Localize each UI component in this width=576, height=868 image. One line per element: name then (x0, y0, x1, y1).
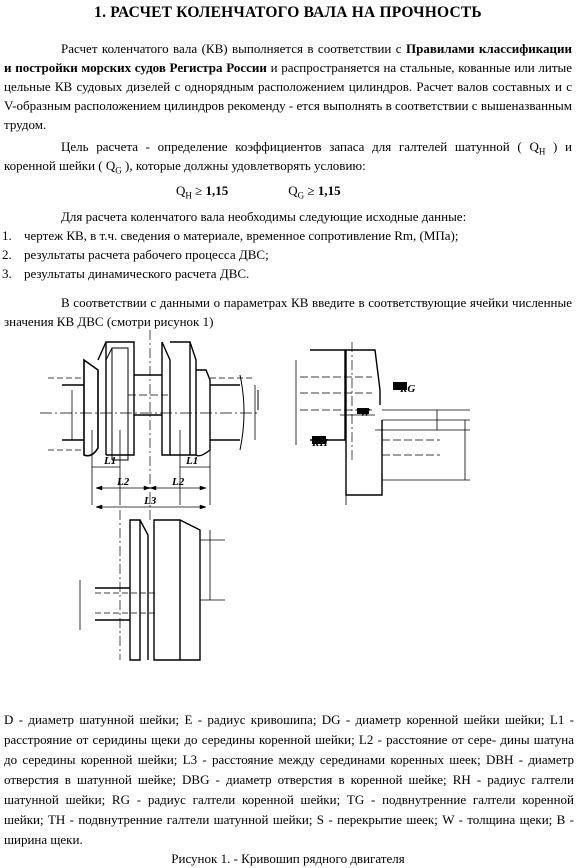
list-num: 2. (2, 247, 12, 262)
figure-legend: D - диаметр шатунной шейки; E - радиус кривошипа; DG - диаметр коренной шейки шейки; L1 - расстрояние от серидины щеки до середины коренной шейки; L2 - расстояние от сере- дины шатуна до середины коренной шейки; L3 - расстояние между серединами коренных шеек; DBH - диаметр отверстия в шатунной шейке; DBG - диаметр отверстия в коренной шейке; RH - радиус галтели шатунной шейки; RG - радиус галтели коренной шейки; TG - подвнутренние галтели коренной шейки; TH - подвнутренние галтели шатунной шейки; S - перекрытие шеек; W - толщина щеки; B - ширина щеки. (4, 712, 574, 847)
qh-sub: H (185, 190, 192, 201)
l1-label-right: L1 (186, 455, 199, 467)
intro-paragraph (4, 39, 572, 134)
goal-paragraph (4, 137, 572, 175)
qh-symbol: Q (176, 183, 186, 198)
intro-text-cont: и распространяется на стальные, кованные или литые цельные КВ судовых дизелей с однорядным расположением цилиндров. Расчет валов составных и с V-образным расположением цилиндров рекоменду - ется выполнять в соответствии с вышеназванным трудом. (4, 60, 573, 132)
intro-text: Расчет коленчатого вала (КВ) выполняется в соответствии с (61, 41, 407, 56)
qh-op: ≥ (191, 183, 206, 198)
list-text: результаты динамического расчета ДВС. (24, 266, 250, 281)
list-item (2, 245, 562, 264)
instruction-paragraph: В соответствии с данными о параметрах КВ введите в соответствующие ячейки численные значения КВ ДВС (смотри рисунок 1) (4, 295, 572, 329)
register-rules-title: Правилами классификации и постройки морских судов Регистра России (4, 41, 572, 75)
figure-caption: Рисунок 1. - Кривошип рядного двигателя (171, 851, 405, 866)
list-num: 3. (2, 266, 12, 281)
list-text: чертеж КВ, в т.ч. сведения о материале, временное сопротивление Rm, (МПа); (24, 228, 459, 243)
goal-text-2: ) и коренной шейки ( Q (4, 139, 573, 173)
rg-label: RG (400, 383, 416, 395)
qh-value: 1,15 (205, 183, 229, 198)
goal-sub-h: H (538, 146, 546, 157)
list-item (2, 226, 562, 245)
l3-label: L3 (144, 495, 157, 507)
crankshaft-figure (0, 330, 576, 710)
l2-label-left: L2 (117, 476, 130, 488)
section-heading: 1. РАСЧЕТ КОЛЕНЧАТОГО ВАЛА НА ПРОЧНОСТЬ (94, 4, 482, 21)
goal-sub-g: G (115, 165, 122, 176)
qg-symbol: Q (288, 183, 298, 198)
strength-condition (176, 181, 476, 200)
l1-label-left: L1 (104, 455, 117, 467)
list-num: 1. (2, 228, 12, 243)
rh-label: RH (312, 437, 328, 449)
data-intro: Для расчета коленчатого вала необходимы следующие исходные данные: (61, 209, 467, 224)
qg-value: 1,15 (317, 183, 341, 198)
list-item (2, 264, 562, 283)
l2-label-right: L2 (172, 476, 185, 488)
goal-text: Цель расчета - определение коэффициентов запаса для галтелей шатунной ( Q (61, 139, 539, 154)
qg-op: ≥ (304, 183, 318, 198)
w-label: W (360, 407, 370, 419)
list-text: результаты расчета рабочего процесса ДВС; (24, 247, 269, 262)
qg-sub: G (297, 190, 305, 201)
goal-text-3: ), которые должны удовлетворять условию: (121, 158, 366, 173)
